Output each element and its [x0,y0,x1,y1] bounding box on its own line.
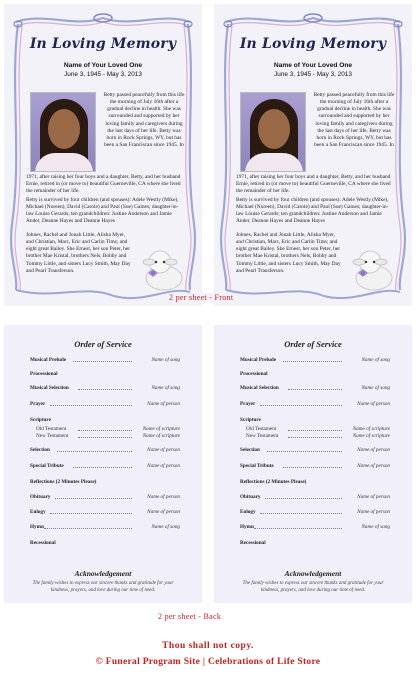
service-item-value: Name of song [151,357,180,363]
service-item-label: Processional [240,371,268,377]
service-item-label: Scripture [240,417,261,423]
order-of-service-title: Order of Service [284,339,342,349]
service-item-value: Name of song [361,357,390,363]
service-row [240,447,390,457]
leader-dots [78,437,132,438]
service-row [240,540,390,550]
service-item-label: Obituary [240,494,261,500]
service-row [240,524,390,534]
service-row [240,357,390,367]
service-item-label: Hymn [240,524,254,530]
service-row [240,433,390,443]
leader-dots [267,451,342,452]
service-item-value: Name of song [151,385,180,391]
memorial-title: In Loving Memory [29,36,177,52]
service-item-value: Name of scripture [142,433,180,439]
biography-paragraph: Johnes, Rachel and Jonah Little, Alisha Myer, and Christian, Marc, Eric and Carlin Tims; and eight great Bailey. She Ernest, her son Peter, her brother Mae Kristal, brothers Nels, Bobby and Tommy Little, and sisters Lucy Smith, May Day and Pearl Transferson. [26,232,131,274]
back-caption: 2 per sheet - Back [158,612,222,621]
service-item-value: Name of song [361,524,390,530]
leader-dots [283,361,342,362]
service-row [240,385,390,395]
leader-dots [260,405,342,406]
service-item-label: Prayer [30,401,46,407]
service-item-label: New Testament [246,433,279,439]
lamb-plush-image [136,242,188,294]
service-item-label: Obituary [30,494,51,500]
service-item-label: Special Tribute [30,463,64,469]
service-item-value: Name of person [147,509,180,515]
service-item-label: Processional [30,371,58,377]
loved-one-name: Name of Your Loved One [63,62,143,69]
leader-dots [288,437,342,438]
front-page-right [214,4,412,306]
service-item-label: Musical Prelude [30,357,67,363]
portrait-photo [30,92,96,172]
leader-dots [73,467,132,468]
service-item-value: Name of person [147,447,180,453]
biography-paragraph: 1971, after raising her four boys and a daughter, Betty, and her husband Ernie, retired in (or move to) beautiful Guerneville, CA where she lived the remainder of her life. [26,174,181,195]
service-item-label: Musical Prelude [240,357,277,363]
service-item-label: Reflections (2 Minutes Please) [30,479,97,485]
service-row [240,509,390,519]
service-item-label: Musical Selection [240,385,279,391]
service-item-label: Recessional [30,540,56,546]
leader-dots [288,430,342,431]
leader-dots [288,389,342,390]
life-dates: June 3, 1945 - May 3, 2013 [64,71,142,78]
biography-column: Betty passed peacefully from this life the morning of July 16th after a gradual decline in health. She was surrounded and supported by her loving family and caregivers during the last days of her life. Betty was born in Rock Springs, WY, but has been a San Franciscan since 1945. In [103,92,185,148]
service-row [240,494,390,504]
leader-dots [73,361,132,362]
service-item-value: Name of person [357,494,390,500]
biography-column: Betty passed peacefully from this life the morning of July 16th after a gradual decline in health. She was surrounded and supported by her loving family and caregivers during the last days of her life. Betty was born in Rock Springs, WY, but has been a San Franciscan since 1945. In [313,92,395,148]
service-item-label: Old Testament [246,426,277,432]
front-caption: 2 per sheet - Front [169,293,234,302]
back-page-right [214,325,412,603]
leader-dots [57,451,132,452]
leader-dots [50,405,132,406]
service-row [30,385,180,395]
service-item-label: Musical Selection [30,385,69,391]
service-row [30,371,180,381]
leader-dots [78,389,132,390]
service-row [30,463,180,473]
leader-dots [44,528,132,529]
leader-dots [260,513,342,514]
biography-paragraph: 1971, after raising her four boys and a daughter, Betty, and her husband Ernie, retired in (or move to) beautiful Guerneville, CA where she lived the remainder of her life. [236,174,391,195]
memorial-title: In Loving Memory [239,36,387,52]
service-row [30,494,180,504]
service-item-label: Eulogy [240,509,256,515]
service-row [30,401,180,411]
service-row [30,524,180,534]
service-row [30,433,180,443]
service-item-value: Name of person [147,494,180,500]
service-item-label: Selection [30,447,50,453]
biography-paragraph: Betty is survived by four children (and spouses): Adele Westly (Mike), Michael (Noreen), David (Carole) and Paul (Sue) Gaines; daughter-in-law Louise Gerards; ten grandchildren: Justine Anderson and Jamie Ander, Deanne Hayes and Deanne Hayes [26,197,179,225]
service-item-label: Old Testament [36,426,67,432]
service-item-value: Name of song [361,385,390,391]
leader-dots [283,467,342,468]
service-item-value: Name of person [357,509,390,515]
biography-paragraph: Johnes, Rachel and Jonah Little, Alisha Myer, and Christian, Marc, Eric and Carlin Tims; and eight great Bailey. She Ernest, her son Peter, her brother Mae Kristal, brothers Nels, Bobby and Tommy Little, and sisters Lucy Smith, May Day and Pearl Transferson. [236,232,341,274]
acknowledgement-text: The family wishes to express our sincere thanks and gratitude for your kindness, prayers, and love during our time of need. [32,581,174,593]
service-item-label: Recessional [240,540,266,546]
service-row [240,401,390,411]
front-page-left [4,4,202,306]
service-item-value: Name of person [357,463,390,469]
acknowledgement-title: Acknowledgement [284,569,342,578]
leader-dots [50,513,132,514]
service-item-value: Name of scripture [352,433,390,439]
leader-dots [55,498,132,499]
service-item-value: Name of scripture [352,426,390,432]
service-item-label: Reflections (2 Minutes Please) [240,479,307,485]
portrait-photo [240,92,306,172]
service-row [30,540,180,550]
service-row [240,463,390,473]
service-item-label: Scripture [30,417,51,423]
service-item-value: Name of song [151,524,180,530]
service-item-value: Name of person [357,401,390,407]
copyright-notice: © Funeral Program Site | Celebrations of Life Store [95,657,321,667]
leader-dots [78,430,132,431]
acknowledgement-text: The family wishes to express our sincere thanks and gratitude for your kindness, prayers, and love during our time of need. [242,581,384,593]
acknowledgement-title: Acknowledgement [74,569,132,578]
service-item-value: Name of person [147,401,180,407]
service-item-value: Name of person [147,463,180,469]
service-item-label: New Testament [36,433,69,439]
service-row [30,479,180,489]
service-item-label: Eulogy [30,509,46,515]
order-of-service-title: Order of Service [74,339,132,349]
service-row [240,371,390,381]
service-item-value: Name of scripture [142,426,180,432]
service-item-label: Prayer [240,401,256,407]
lamb-plush-image [346,242,398,294]
service-row [240,479,390,489]
service-item-value: Name of person [357,447,390,453]
service-row [30,357,180,367]
leader-dots [265,498,342,499]
biography-paragraph: Betty is survived by four children (and spouses): Adele Westly (Mike), Michael (Noreen), David (Carole) and Paul (Sue) Gaines; daughter-in-law Louise Gerards; ten grandchildren: Justine Anderson and Jamie Ander, Deanne Hayes and Deanne Hayes [236,197,389,225]
leader-dots [254,528,342,529]
service-item-label: Hymn [30,524,44,530]
service-item-label: Special Tribute [240,463,274,469]
service-row [30,509,180,519]
copy-notice: Thou shall not copy. [162,641,254,651]
service-item-label: Selection [240,447,260,453]
loved-one-name: Name of Your Loved One [273,62,353,69]
service-row [30,447,180,457]
back-page-left [4,325,202,603]
life-dates: June 3, 1945 - May 3, 2013 [274,71,352,78]
